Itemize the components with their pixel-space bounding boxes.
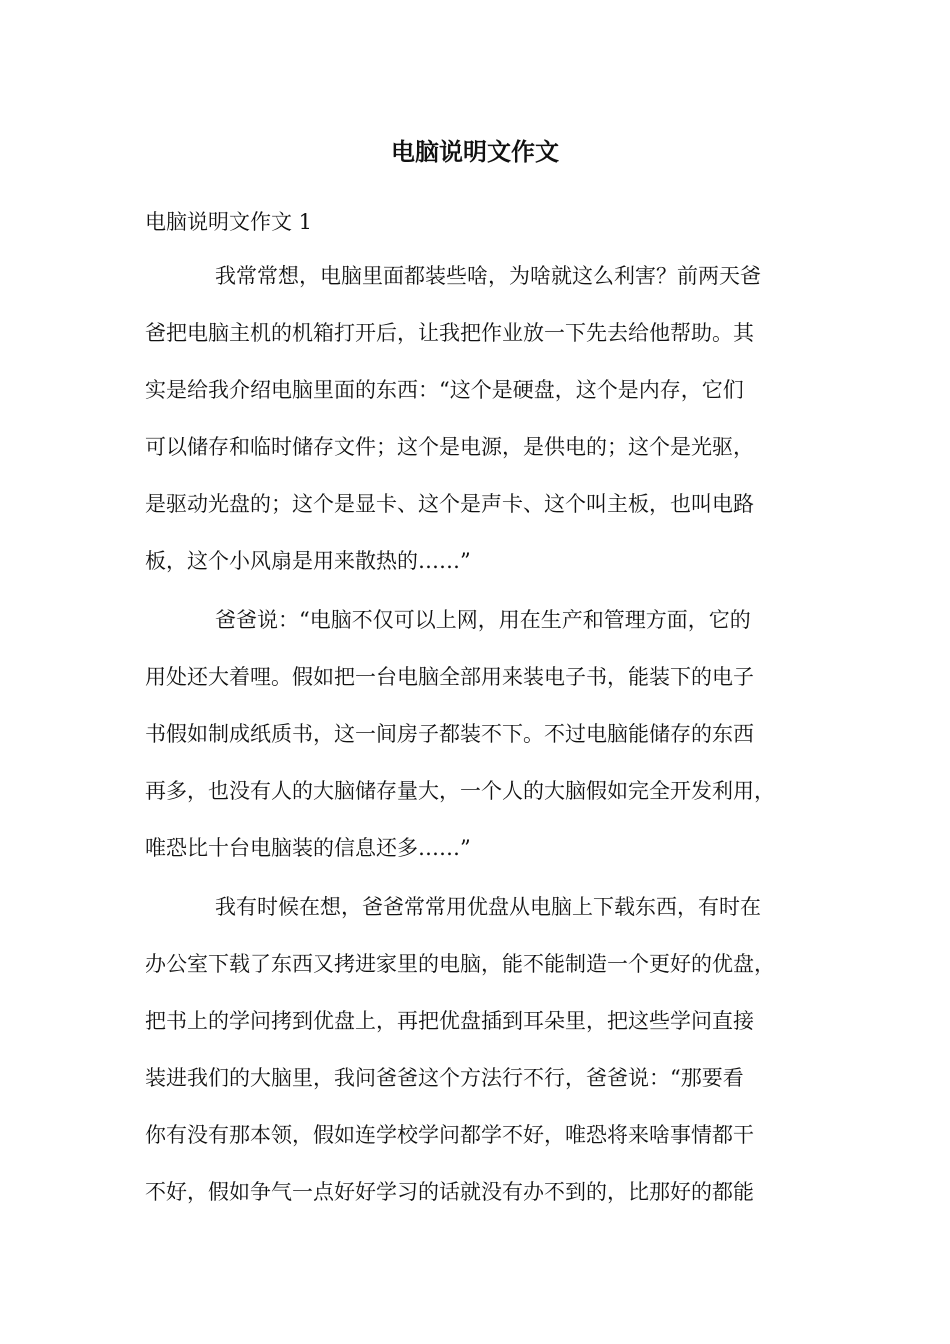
paragraph-line: 是驱动光盘的；这个是显卡、这个是声卡、这个叫主板，也叫电路	[145, 492, 754, 516]
paragraph-line: 不好，假如争气一点好好学习的话就没有办不到的，比那好的都能	[145, 1180, 754, 1204]
paragraph-line: 板，这个小风扇是用来散热的……”	[145, 549, 471, 573]
paragraph-2	[145, 592, 775, 877]
document-title: 电脑说明文作文	[391, 137, 559, 166]
paragraph-line: 你有没有那本领，假如连学校学问都学不好，唯恐将来啥事情都干	[145, 1123, 754, 1147]
paragraph-line: 把书上的学问拷到优盘上，再把优盘插到耳朵里，把这些学问直接	[145, 1009, 754, 1033]
paragraph-line: 装进我们的大脑里，我问爸爸这个方法行不行，爸爸说：“那要看	[145, 1066, 744, 1090]
paragraph-line: 爸把电脑主机的机箱打开后，让我把作业放一下先去给他帮助。其	[145, 321, 754, 345]
paragraph-line: 可以储存和临时储存文件；这个是电源，是供电的；这个是光驱，	[145, 435, 754, 459]
paragraph-line: 我常常想，电脑里面都装些啥，为啥就这么利害？前两天爸	[215, 264, 761, 288]
paragraph-line: 我有时候在想，爸爸常常用优盘从电脑上下载东西，有时在	[215, 895, 761, 919]
section-heading: 电脑说明文作文 1	[145, 210, 313, 234]
paragraph-line: 再多，也没有人的大脑储存量大，一个人的大脑假如完全开发利用，	[145, 779, 775, 803]
paragraph-line: 爸爸说：“电脑不仅可以上网，用在生产和管理方面，它的	[215, 608, 751, 632]
paragraph-line: 用处还大着哩。假如把一台电脑全部用来装电子书，能装下的电子	[145, 665, 754, 689]
paragraph-line: 实是给我介绍电脑里面的东西：“这个是硬盘，这个是内存，它们	[145, 378, 744, 402]
paragraph-1	[145, 248, 761, 590]
paragraph-3	[145, 879, 775, 1221]
paragraph-line: 唯恐比十台电脑装的信息还多……”	[145, 836, 471, 860]
paragraph-line: 办公室下载了东西又拷进家里的电脑，能不能制造一个更好的优盘，	[145, 952, 775, 976]
paragraph-line: 书假如制成纸质书，这一间房子都装不下。不过电脑能储存的东西	[145, 722, 754, 746]
